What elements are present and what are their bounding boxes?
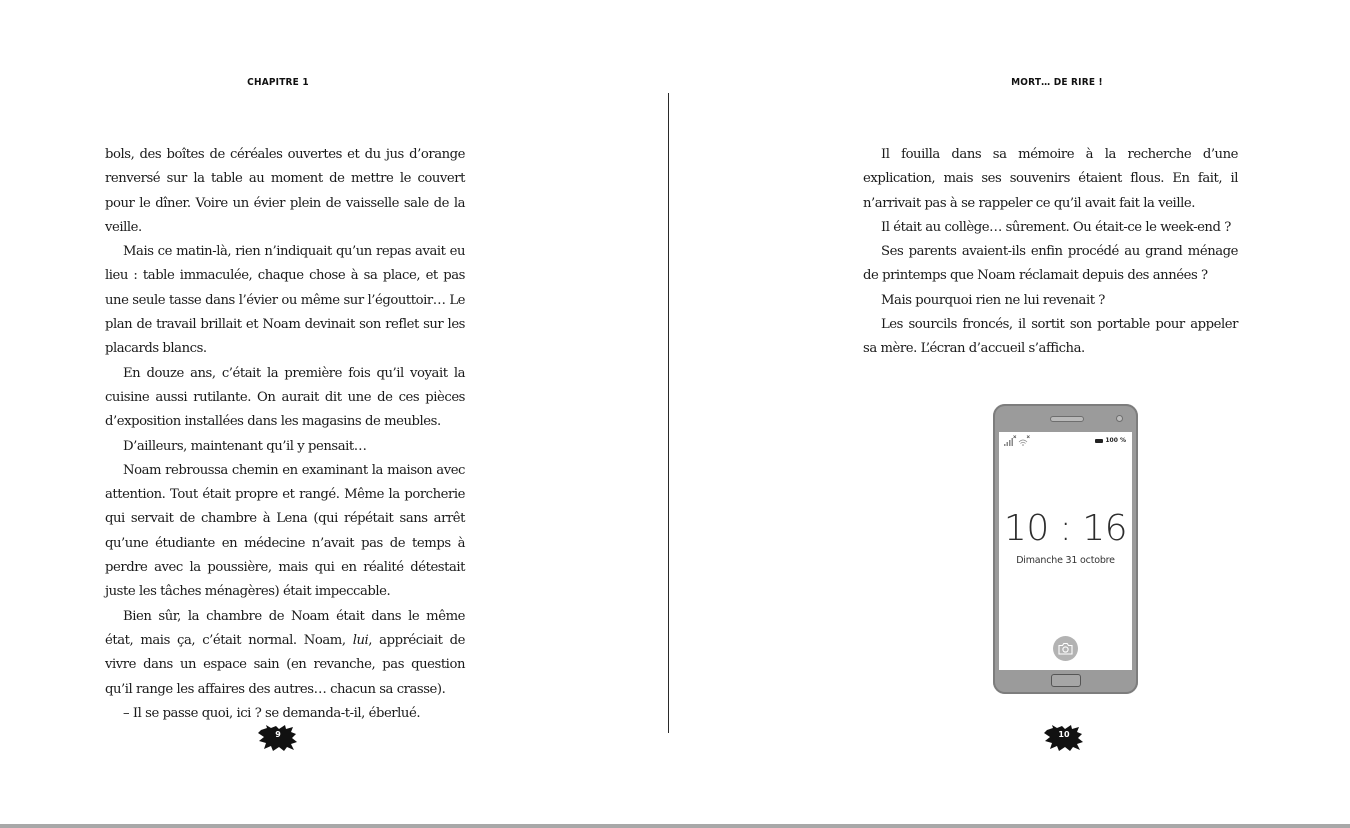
paragraph: Mais pourquoi rien ne lui revenait ? (881, 292, 1105, 308)
paragraph-text: , appréciait de vivre dans un espace sain (en revanche, pas question qu’il range les affaires des autres… chacun sa crasse). (105, 632, 465, 697)
left-page-text (105, 143, 465, 726)
paragraph: Il était au collège… sûrement. Ou était-ce le week-end ? (881, 219, 1231, 235)
right-page-text (863, 143, 1238, 362)
page-number-text: 9 (275, 730, 281, 739)
paragraph: Mais ce matin-là, rien n’indiquait qu’un repas avait eu lieu : table immaculée, chaque chose à sa place, et pas une seule tasse dans l’évier ou même sur l’égouttoir… Le plan de travail brillait et Noam devinait son reflet sur les placards blancs. (105, 244, 465, 357)
italic-word: lui (352, 632, 369, 648)
lock-screen-clock: 10 : 16 (1003, 508, 1128, 549)
paragraph: bols, des boîtes de céréales ouvertes et du jus d’orange renversé sur la table au moment de mettre le couvert pour le dîner. Voire un évier plein de vaisselle sale de la veille. (105, 147, 465, 235)
phone-home-button (1051, 674, 1081, 687)
page-number-text: 10 (1058, 730, 1070, 739)
page-number-right (1044, 724, 1084, 752)
phone-speaker (1050, 416, 1084, 422)
phone-lock-screen (999, 432, 1132, 670)
camera-shortcut-button (1053, 636, 1078, 661)
camera-icon (1058, 642, 1073, 655)
page-number-left (258, 724, 298, 752)
paragraph (105, 605, 465, 702)
running-head-left: CHAPITRE 1 (247, 77, 309, 88)
paragraph: Noam rebroussa chemin en examinant la maison avec attention. Tout était propre et rangé. Même la porcherie qui servait de chambre à Lena (qui répétait sans arrêt qu’une étudiante en médecine n’avait pas de temps à perdre avec la poussière, mais qui en réalité détestait juste les tâches ménagères) était impeccable. (105, 462, 465, 600)
paragraph: Ses parents avaient-ils enfin procédé au grand ménage de printemps que Noam réclamait depuis des années ? (863, 244, 1238, 284)
lock-screen-date: Dimanche 31 octobre (1016, 555, 1115, 566)
paragraph-text: Bien sûr, la chambre de Noam était dans le même état, mais ça, c’était normal. Noam, (105, 608, 465, 648)
book-spine-divider (668, 93, 669, 733)
left-page (0, 0, 668, 824)
paragraph: Les sourcils froncés, il sortit son portable pour appeler sa mère. L’écran d’accueil s’afficha. (863, 317, 1238, 357)
right-page (671, 0, 1350, 824)
phone-illustration (993, 404, 1138, 694)
battery-icon (1095, 439, 1103, 443)
battery-status (1095, 437, 1126, 444)
paragraph: – Il se passe quoi, ici ? se demanda-t-il, éberlué. (123, 705, 421, 721)
paragraph: D’ailleurs, maintenant qu’il y pensait… (123, 438, 367, 454)
no-signal-icon (1003, 435, 1033, 447)
viewer-bottom-edge (0, 824, 1350, 828)
battery-level: 100 % (1105, 437, 1126, 444)
running-head-right: MORT… DE RIRE ! (1011, 77, 1103, 88)
paragraph: En douze ans, c’était la première fois qu’il voyait la cuisine aussi rutilante. On aurait dit une de ces pièces d’exposition installées dans les magasins de meubles. (105, 365, 465, 430)
paragraph: Il fouilla dans sa mémoire à la recherche d’une explication, mais ses souvenirs étaient flous. En fait, il n’arrivait pas à se rappeler ce qu’il avait fait la veille. (863, 147, 1238, 211)
front-camera-icon (1116, 415, 1123, 422)
